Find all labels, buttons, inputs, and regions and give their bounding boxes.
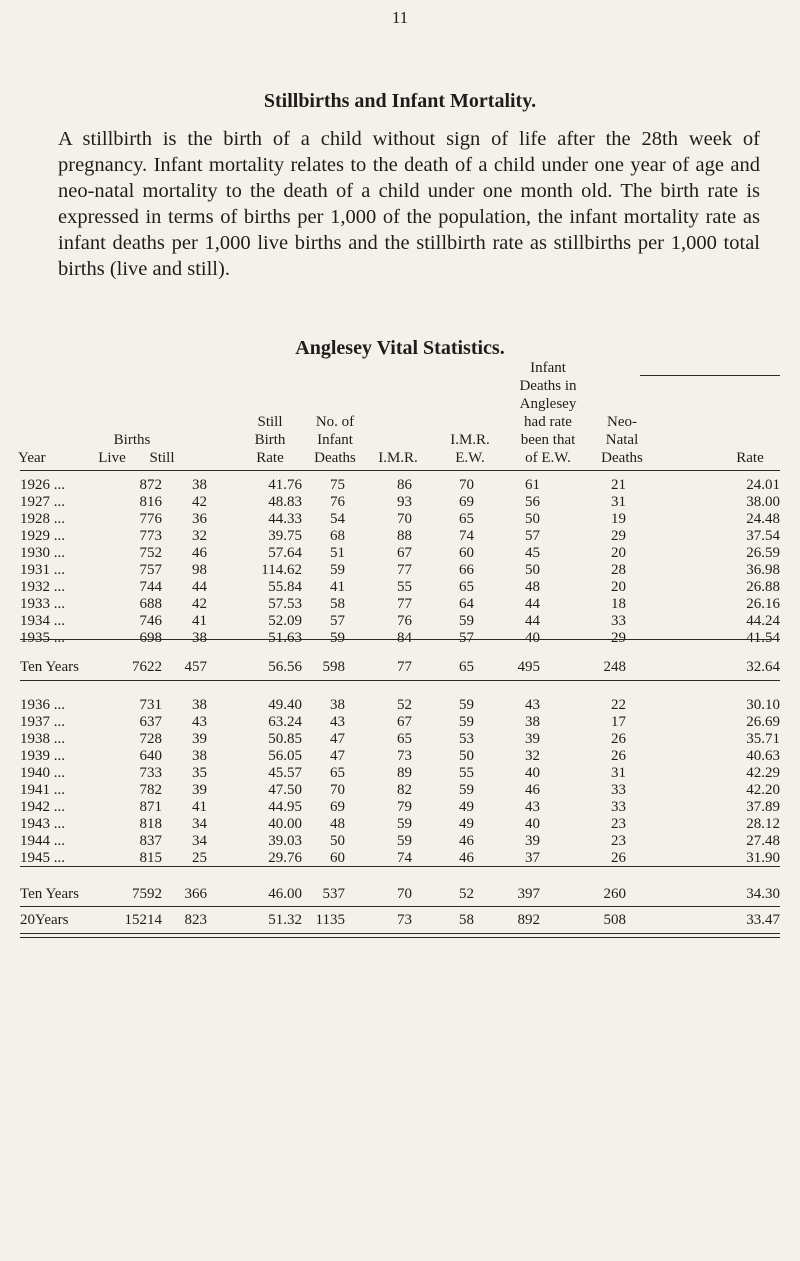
table-row-cell: 76 — [330, 494, 345, 510]
table-row-cell: 32 — [192, 528, 207, 544]
table-row-cell: 54 — [330, 511, 345, 527]
table-row-cell: 43 — [330, 714, 345, 730]
table-row-cell: 55.84 — [268, 579, 302, 595]
table-row-cell: 48 — [330, 816, 345, 832]
header-sbr-2: Birth — [254, 432, 286, 448]
table-row-cell: 39 — [192, 782, 207, 798]
table-row-cell: 77 — [397, 596, 412, 612]
table-row-cell: 39 — [525, 731, 540, 747]
table-row-cell: 82 — [397, 782, 412, 798]
table-row-cell: 70 — [330, 782, 345, 798]
table-row-cell: 816 — [139, 494, 162, 510]
table-row-cell: 17 — [611, 714, 626, 730]
ten-year-total-row-cell: 366 — [184, 886, 207, 902]
table-row-cell: 55 — [397, 579, 412, 595]
table-row-cell: 38 — [192, 748, 207, 764]
table-row-cell: 44.95 — [268, 799, 302, 815]
ten-year-total-row-label: Ten Years — [20, 886, 79, 902]
header-anglesey-5: been that — [520, 432, 576, 448]
table-row-cell: 36.98 — [746, 562, 780, 578]
table-row-cell: 44.33 — [268, 511, 302, 527]
header-imr-ew-1: I.M.R. — [450, 432, 490, 448]
table-row-cell: 59 — [330, 562, 345, 578]
header-year: Year — [18, 450, 46, 466]
table-row-cell: 24.01 — [746, 477, 780, 493]
table-row-cell: 41.54 — [746, 630, 780, 646]
table-row-cell: 50 — [525, 511, 540, 527]
table-row-cell: 98 — [192, 562, 207, 578]
table-row-cell: 34 — [192, 833, 207, 849]
table-row-cell: 93 — [397, 494, 412, 510]
table-row-cell: 42 — [192, 596, 207, 612]
header-sbr-3: Rate — [256, 450, 284, 466]
table-row-cell: 59 — [330, 630, 345, 646]
table-row-cell: 57 — [459, 630, 474, 646]
table-row-label: 1943 ... — [20, 816, 65, 832]
table-row-cell: 33 — [611, 782, 626, 798]
table-row-cell: 18 — [611, 596, 626, 612]
ten-year-total-row-cell: 70 — [397, 886, 412, 902]
section-rule — [20, 906, 780, 907]
table-row-cell: 39 — [192, 731, 207, 747]
table-row-cell: 35.71 — [746, 731, 780, 747]
table-row-cell: 47.50 — [268, 782, 302, 798]
table-row-cell: 65 — [330, 765, 345, 781]
twenty-year-total-row-cell: 823 — [184, 912, 207, 928]
table-row-cell: 37.89 — [746, 799, 780, 815]
table-row-cell: 43 — [525, 799, 540, 815]
bottom-rule — [20, 937, 780, 938]
table-row-cell: 637 — [139, 714, 162, 730]
header-anglesey-4: had rate — [524, 414, 572, 430]
table-row-cell: 52.09 — [268, 613, 302, 629]
table-row-cell: 26 — [611, 850, 626, 866]
table-row-cell: 50.85 — [268, 731, 302, 747]
header-births: Births — [113, 432, 151, 448]
table-row-cell: 50 — [459, 748, 474, 764]
ten-year-total-row-cell: 397 — [517, 886, 540, 902]
table-row-cell: 77 — [397, 562, 412, 578]
table-row-cell: 41.76 — [268, 477, 302, 493]
table-row-cell: 41 — [192, 799, 207, 815]
table-row-cell: 23 — [611, 816, 626, 832]
page-number: 11 — [391, 8, 409, 27]
table-row-label: 1928 ... — [20, 511, 65, 527]
table-row-label: 1930 ... — [20, 545, 65, 561]
table-row-cell: 26.16 — [746, 596, 780, 612]
table-row-cell: 698 — [139, 630, 162, 646]
table-row-cell: 37.54 — [746, 528, 780, 544]
table-row-cell: 26 — [611, 731, 626, 747]
table-row-cell: 22 — [611, 697, 626, 713]
table-row-cell: 48 — [525, 579, 540, 595]
table-row-cell: 69 — [330, 799, 345, 815]
table-row-cell: 688 — [139, 596, 162, 612]
ten-year-total-row-cell: 495 — [517, 659, 540, 675]
table-row-cell: 57.53 — [268, 596, 302, 612]
table-row-label: 1940 ... — [20, 765, 65, 781]
table-row-label: 1937 ... — [20, 714, 65, 730]
table-row-cell: 76 — [397, 613, 412, 629]
table-row-cell: 49.40 — [268, 697, 302, 713]
table-row-cell: 57 — [330, 613, 345, 629]
table-row-cell: 42 — [192, 494, 207, 510]
table-row-cell: 35 — [192, 765, 207, 781]
table-row-cell: 42.29 — [746, 765, 780, 781]
table-row-cell: 43 — [192, 714, 207, 730]
table-row-cell: 46 — [192, 545, 207, 561]
header-neo-2: Natal — [605, 432, 639, 448]
ten-year-total-row-cell: 34.30 — [746, 886, 780, 902]
table-row-cell: 40 — [525, 765, 540, 781]
table-row-cell: 30.10 — [746, 697, 780, 713]
header-anglesey-6: of E.W. — [525, 450, 571, 466]
table-row-cell: 818 — [139, 816, 162, 832]
table-row-label: 1934 ... — [20, 613, 65, 629]
table-row-cell: 47 — [330, 748, 345, 764]
ten-year-total-row-cell: 32.64 — [746, 659, 780, 675]
table-row-cell: 45 — [525, 545, 540, 561]
table-row-cell: 640 — [139, 748, 162, 764]
table-row-cell: 21 — [611, 477, 626, 493]
table-row-cell: 59 — [459, 782, 474, 798]
table-row-cell: 26 — [611, 748, 626, 764]
section-rule — [20, 866, 780, 867]
table-row-cell: 871 — [139, 799, 162, 815]
table-row-cell: 24.48 — [746, 511, 780, 527]
table-row-label: 1944 ... — [20, 833, 65, 849]
table-row-cell: 23 — [611, 833, 626, 849]
table-row-cell: 49 — [459, 816, 474, 832]
ten-year-total-row-cell: 77 — [397, 659, 412, 675]
table-row-cell: 53 — [459, 731, 474, 747]
table-row-cell: 48.83 — [268, 494, 302, 510]
table-row-cell: 44.24 — [746, 613, 780, 629]
table-row-label: 1926 ... — [20, 477, 65, 493]
table-row-cell: 59 — [397, 816, 412, 832]
twenty-year-total-row-cell: 51.32 — [268, 912, 302, 928]
table-row-cell: 40 — [525, 630, 540, 646]
header-anglesey-2: Deaths in — [519, 378, 577, 394]
table-row-cell: 26.59 — [746, 545, 780, 561]
table-row-cell: 42.20 — [746, 782, 780, 798]
table-row-cell: 43 — [525, 697, 540, 713]
header-deaths-2: Infant — [317, 432, 353, 448]
table-row-cell: 38.00 — [746, 494, 780, 510]
table-row-cell: 757 — [139, 562, 162, 578]
header-anglesey-1: Infant — [530, 360, 566, 376]
table-row-cell: 38 — [192, 697, 207, 713]
table-row-cell: 746 — [139, 613, 162, 629]
header-live: Live — [98, 450, 126, 466]
table-row-cell: 41 — [192, 613, 207, 629]
table-row-label: 1932 ... — [20, 579, 65, 595]
table-row-cell: 79 — [397, 799, 412, 815]
table-row-label: 1945 ... — [20, 850, 65, 866]
table-row-cell: 28 — [611, 562, 626, 578]
intro-paragraph: A stillbirth is the birth of a child without sign of life after the 28th week of pregnancy. Infant mortality relates to the death of a child under one year of age and neo-natal mortality to the death of a child under one month old. The birth rate is expressed in terms of births per 1,000 of the population, the infant mortality rate as infant deaths per 1,000 live births and the stillbirth rate as stillbirths per 1,000 total births (live and still). — [58, 128, 760, 280]
table-row-cell: 51.63 — [268, 630, 302, 646]
ten-year-total-row-cell: 7622 — [132, 659, 162, 675]
header-imr: I.M.R. — [378, 450, 418, 466]
table-row-label: 1936 ... — [20, 697, 65, 713]
table-row-cell: 26.69 — [746, 714, 780, 730]
table-row-cell: 32 — [525, 748, 540, 764]
table-row-cell: 39.75 — [268, 528, 302, 544]
header-anglesey-3: Anglesey — [519, 396, 577, 412]
table-row-cell: 752 — [139, 545, 162, 561]
table-row-cell: 837 — [139, 833, 162, 849]
table-row-cell: 29.76 — [268, 850, 302, 866]
ten-year-total-row-cell: 65 — [459, 659, 474, 675]
table-row-cell: 28.12 — [746, 816, 780, 832]
table-row-cell: 49 — [459, 799, 474, 815]
twenty-year-total-row-cell: 1135 — [315, 912, 345, 928]
table-row-cell: 26.88 — [746, 579, 780, 595]
table-row-cell: 66 — [459, 562, 474, 578]
table-row-cell: 33 — [611, 799, 626, 815]
header-still: Still — [149, 450, 175, 466]
table-row-label: 1935 ... — [20, 630, 65, 646]
table-row-cell: 31.90 — [746, 850, 780, 866]
table-row-cell: 19 — [611, 511, 626, 527]
table-row-cell: 872 — [139, 477, 162, 493]
table-row-cell: 65 — [459, 579, 474, 595]
table-row-cell: 815 — [139, 850, 162, 866]
table-row-cell: 59 — [459, 714, 474, 730]
twenty-year-total-row-cell: 58 — [459, 912, 474, 928]
table-row-cell: 41 — [330, 579, 345, 595]
table-row-cell: 40.63 — [746, 748, 780, 764]
table-row-cell: 59 — [459, 613, 474, 629]
table-row-cell: 29 — [611, 630, 626, 646]
table-row-cell: 74 — [459, 528, 474, 544]
header-neo-1: Neo- — [607, 414, 637, 430]
table-row-cell: 57 — [525, 528, 540, 544]
ten-year-total-row-label: Ten Years — [20, 659, 79, 675]
twenty-year-total-row-cell: 892 — [517, 912, 540, 928]
table-row-cell: 20 — [611, 579, 626, 595]
table-row-label: 1938 ... — [20, 731, 65, 747]
total-rule — [20, 680, 780, 681]
table-row-cell: 39.03 — [268, 833, 302, 849]
table-row-cell: 40 — [525, 816, 540, 832]
table-row-cell: 70 — [459, 477, 474, 493]
section-rule — [20, 639, 780, 640]
table-row-label: 1927 ... — [20, 494, 65, 510]
ten-year-total-row-cell: 457 — [184, 659, 207, 675]
table-row-label: 1931 ... — [20, 562, 65, 578]
header-deaths-1: No. of — [315, 414, 355, 430]
table-row-cell: 33 — [611, 613, 626, 629]
ten-year-total-row-cell: 52 — [459, 886, 474, 902]
table-row-cell: 69 — [459, 494, 474, 510]
header-neo-3: Deaths — [601, 450, 643, 466]
table-row-cell: 46 — [459, 850, 474, 866]
table-row-cell: 64 — [459, 596, 474, 612]
table-row-cell: 68 — [330, 528, 345, 544]
table-row-cell: 55 — [459, 765, 474, 781]
table-row-cell: 52 — [397, 697, 412, 713]
twenty-year-total-row-cell: 508 — [603, 912, 626, 928]
table-row-label: 1929 ... — [20, 528, 65, 544]
table-row-cell: 728 — [139, 731, 162, 747]
table-row-cell: 56.05 — [268, 748, 302, 764]
table-row-cell: 31 — [611, 765, 626, 781]
table-row-cell: 50 — [525, 562, 540, 578]
table-row-cell: 37 — [525, 850, 540, 866]
table-row-label: 1941 ... — [20, 782, 65, 798]
ten-year-total-row-cell: 598 — [322, 659, 345, 675]
table-row-cell: 25 — [192, 850, 207, 866]
twenty-year-total-row-cell: 73 — [397, 912, 412, 928]
table-row-cell: 38 — [330, 697, 345, 713]
table-row-cell: 61 — [525, 477, 540, 493]
ten-year-total-row-cell: 248 — [603, 659, 626, 675]
table-row-cell: 40.00 — [268, 816, 302, 832]
header-bottom-rule — [20, 470, 780, 471]
table-row-cell: 73 — [397, 748, 412, 764]
table-row-cell: 67 — [397, 714, 412, 730]
table-row-cell: 773 — [139, 528, 162, 544]
ten-year-total-row-cell: 46.00 — [268, 886, 302, 902]
table-title: Anglesey Vital Statistics. — [295, 337, 505, 359]
table-row-cell: 63.24 — [268, 714, 302, 730]
table-row-cell: 27.48 — [746, 833, 780, 849]
ten-year-total-row-cell: 260 — [603, 886, 626, 902]
table-row-cell: 36 — [192, 511, 207, 527]
table-row-cell: 38 — [192, 630, 207, 646]
table-row-cell: 45.57 — [268, 765, 302, 781]
bottom-rule — [20, 933, 780, 934]
table-row-cell: 44 — [525, 596, 540, 612]
table-row-cell: 60 — [330, 850, 345, 866]
table-row-cell: 114.62 — [261, 562, 302, 578]
table-row-cell: 74 — [397, 850, 412, 866]
table-row-cell: 46 — [525, 782, 540, 798]
table-row-cell: 776 — [139, 511, 162, 527]
ten-year-total-row-cell: 56.56 — [268, 659, 302, 675]
section-title: Stillbirths and Infant Mortality. — [263, 90, 537, 112]
table-row-cell: 65 — [397, 731, 412, 747]
table-row-cell: 65 — [459, 511, 474, 527]
table-row-label: 1933 ... — [20, 596, 65, 612]
table-row-cell: 744 — [139, 579, 162, 595]
table-row-cell: 56 — [525, 494, 540, 510]
table-row-cell: 75 — [330, 477, 345, 493]
table-row-cell: 38 — [192, 477, 207, 493]
header-sbr-1: Still — [257, 414, 283, 430]
header-imr-ew-2: E.W. — [455, 450, 485, 466]
table-row-cell: 58 — [330, 596, 345, 612]
table-row-cell: 31 — [611, 494, 626, 510]
table-row-cell: 70 — [397, 511, 412, 527]
table-row-cell: 59 — [459, 697, 474, 713]
table-row-cell: 29 — [611, 528, 626, 544]
twenty-year-total-row-cell: 33.47 — [746, 912, 780, 928]
table-row-cell: 86 — [397, 477, 412, 493]
header-top-rule — [640, 375, 780, 376]
table-row-cell: 731 — [139, 697, 162, 713]
table-row-cell: 59 — [397, 833, 412, 849]
table-row-cell: 34 — [192, 816, 207, 832]
table-row-cell: 47 — [330, 731, 345, 747]
header-deaths-3: Deaths — [314, 450, 356, 466]
table-row-label: 1942 ... — [20, 799, 65, 815]
table-row-cell: 44 — [525, 613, 540, 629]
table-row-cell: 44 — [192, 579, 207, 595]
table-row-cell: 46 — [459, 833, 474, 849]
table-row-cell: 733 — [139, 765, 162, 781]
table-row-cell: 89 — [397, 765, 412, 781]
twenty-year-total-row-cell: 15214 — [124, 912, 162, 928]
ten-year-total-row-cell: 537 — [322, 886, 345, 902]
table-row-cell: 84 — [397, 630, 412, 646]
table-row-label: 1939 ... — [20, 748, 65, 764]
table-row-cell: 51 — [330, 545, 345, 561]
ten-year-total-row-cell: 7592 — [132, 886, 162, 902]
table-row-cell: 50 — [330, 833, 345, 849]
table-row-cell: 39 — [525, 833, 540, 849]
table-row-cell: 38 — [525, 714, 540, 730]
header-rate: Rate — [736, 450, 764, 466]
table-row-cell: 88 — [397, 528, 412, 544]
twenty-year-total-row-label: 20Years — [20, 912, 69, 928]
table-row-cell: 57.64 — [268, 545, 302, 561]
table-row-cell: 67 — [397, 545, 412, 561]
table-row-cell: 20 — [611, 545, 626, 561]
table-row-cell: 60 — [459, 545, 474, 561]
table-row-cell: 782 — [139, 782, 162, 798]
